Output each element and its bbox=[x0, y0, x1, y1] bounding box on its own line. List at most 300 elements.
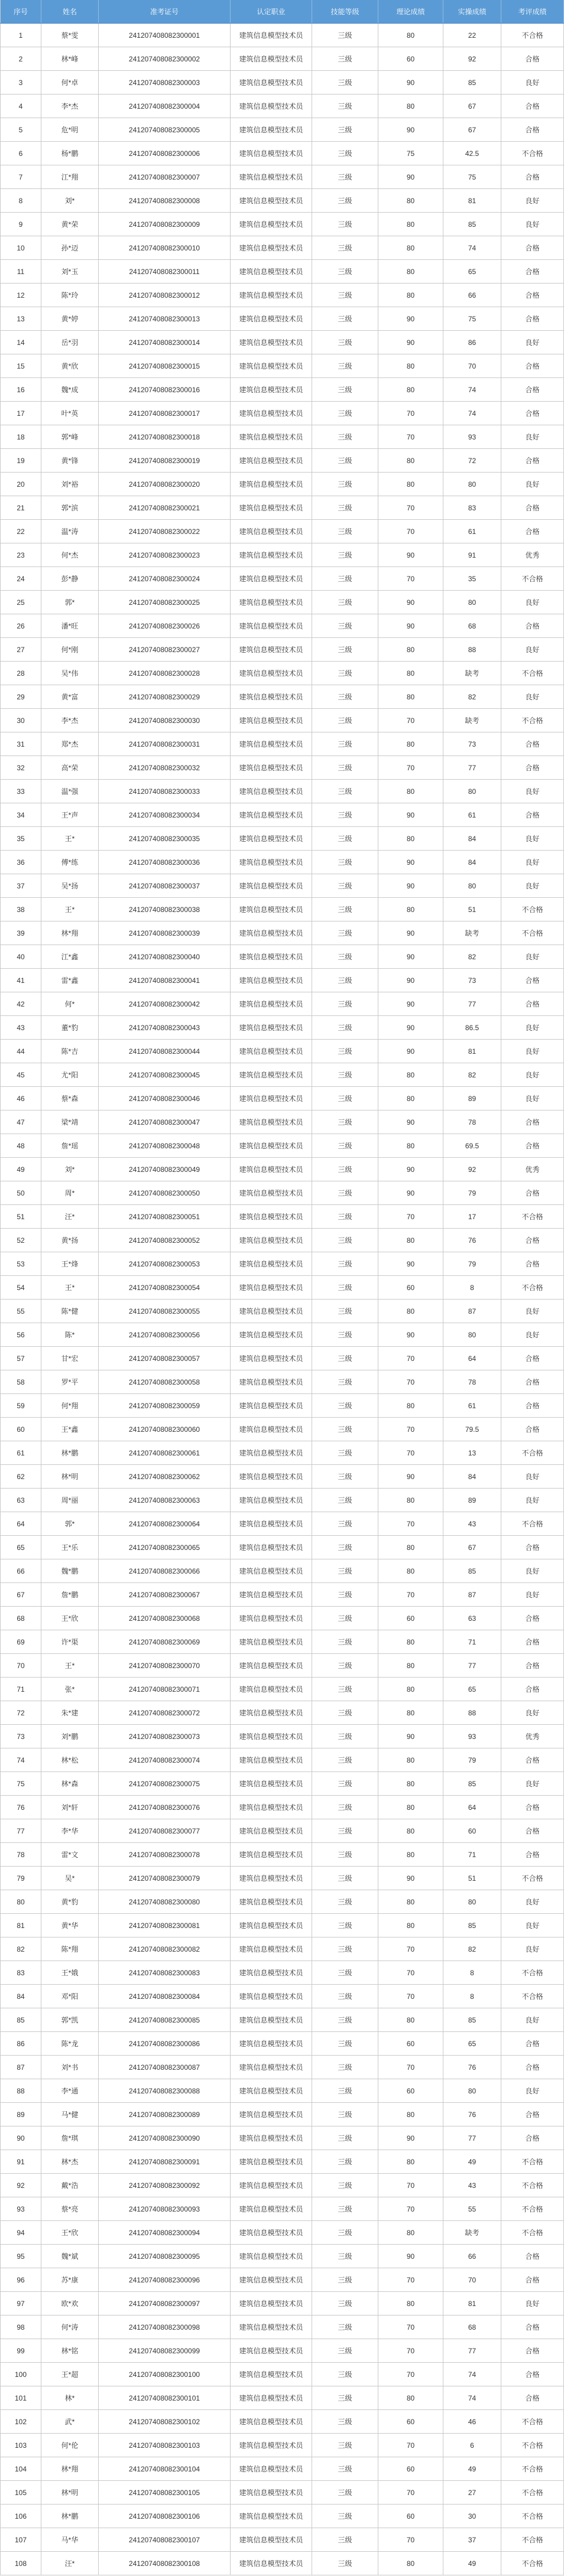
cell-skill-level: 三级 bbox=[312, 1063, 378, 1086]
cell-exam-id: 241207408082300012 bbox=[99, 284, 231, 307]
table-row bbox=[0, 614, 564, 638]
cell-occupation: 建筑信息模型技术员 bbox=[231, 898, 312, 921]
cell-name: 魏*鹏 bbox=[41, 1559, 99, 1582]
cell-skill-level: 三级 bbox=[312, 874, 378, 897]
cell-skill-level: 三级 bbox=[312, 331, 378, 354]
cell-occupation: 建筑信息模型技术员 bbox=[231, 1347, 312, 1370]
cell-practical-score: 49 bbox=[443, 2150, 501, 2173]
cell-theory-score: 70 bbox=[378, 756, 443, 779]
cell-theory-score: 70 bbox=[378, 709, 443, 732]
cell-occupation: 建筑信息模型技术员 bbox=[231, 425, 312, 448]
table-row bbox=[0, 2150, 564, 2174]
cell-practical-score: 65 bbox=[443, 260, 501, 283]
cell-exam-id: 241207408082300089 bbox=[99, 2103, 231, 2126]
cell-theory-score: 90 bbox=[378, 1016, 443, 1039]
cell-index: 36 bbox=[0, 851, 41, 874]
cell-exam-id: 241207408082300070 bbox=[99, 1654, 231, 1677]
cell-exam-id: 241207408082300047 bbox=[99, 1110, 231, 1134]
cell-exam-id: 241207408082300002 bbox=[99, 47, 231, 70]
table-row bbox=[0, 780, 564, 803]
cell-name: 汪* bbox=[41, 1205, 99, 1228]
cell-theory-score: 80 bbox=[378, 284, 443, 307]
cell-exam-id: 241207408082300085 bbox=[99, 2008, 231, 2031]
cell-theory-score: 80 bbox=[378, 2008, 443, 2031]
cell-result: 合格 bbox=[501, 1607, 564, 1630]
cell-result: 良好 bbox=[501, 1300, 564, 1323]
cell-theory-score: 90 bbox=[378, 1158, 443, 1181]
cell-name: 雷*鑫 bbox=[41, 969, 99, 992]
cell-occupation: 建筑信息模型技术员 bbox=[231, 496, 312, 519]
cell-index: 91 bbox=[0, 2150, 41, 2173]
cell-occupation: 建筑信息模型技术员 bbox=[231, 142, 312, 165]
cell-exam-id: 241207408082300009 bbox=[99, 213, 231, 236]
cell-index: 80 bbox=[0, 1890, 41, 1913]
cell-skill-level: 三级 bbox=[312, 1465, 378, 1488]
cell-practical-score: 46 bbox=[443, 2410, 501, 2433]
cell-theory-score: 70 bbox=[378, 2481, 443, 2504]
table-row bbox=[0, 1158, 564, 1181]
cell-name: 黄*欣 bbox=[41, 354, 99, 377]
cell-index: 90 bbox=[0, 2126, 41, 2150]
cell-index: 9 bbox=[0, 213, 41, 236]
cell-result: 合格 bbox=[501, 1347, 564, 1370]
cell-theory-score: 90 bbox=[378, 307, 443, 330]
cell-index: 105 bbox=[0, 2481, 41, 2504]
cell-theory-score: 70 bbox=[378, 2316, 443, 2339]
cell-skill-level: 三级 bbox=[312, 142, 378, 165]
cell-exam-id: 241207408082300063 bbox=[99, 1489, 231, 1512]
cell-occupation: 建筑信息模型技术员 bbox=[231, 47, 312, 70]
cell-result: 合格 bbox=[501, 496, 564, 519]
cell-name: 危*明 bbox=[41, 118, 99, 141]
cell-name: 邓*阳 bbox=[41, 1985, 99, 2008]
cell-practical-score: 84 bbox=[443, 827, 501, 850]
cell-name: 何*伦 bbox=[41, 2434, 99, 2457]
table-header-row bbox=[0, 0, 564, 24]
cell-exam-id: 241207408082300037 bbox=[99, 874, 231, 897]
cell-result: 合格 bbox=[501, 2126, 564, 2150]
cell-exam-id: 241207408082300014 bbox=[99, 331, 231, 354]
cell-index: 27 bbox=[0, 638, 41, 661]
cell-exam-id: 241207408082300053 bbox=[99, 1252, 231, 1275]
cell-occupation: 建筑信息模型技术员 bbox=[231, 1654, 312, 1677]
cell-theory-score: 70 bbox=[378, 2174, 443, 2197]
cell-skill-level: 三级 bbox=[312, 685, 378, 708]
cell-theory-score: 80 bbox=[378, 2103, 443, 2126]
table-row bbox=[0, 2292, 564, 2316]
table-row bbox=[0, 1087, 564, 1110]
table-row bbox=[0, 1583, 564, 1607]
cell-theory-score: 60 bbox=[378, 2032, 443, 2055]
cell-theory-score: 90 bbox=[378, 591, 443, 614]
cell-name: 甘*宏 bbox=[41, 1347, 99, 1370]
cell-theory-score: 90 bbox=[378, 803, 443, 826]
table-row bbox=[0, 543, 564, 567]
table-row bbox=[0, 2528, 564, 2552]
cell-exam-id: 241207408082300024 bbox=[99, 567, 231, 590]
cell-index: 68 bbox=[0, 1607, 41, 1630]
cell-index: 2 bbox=[0, 47, 41, 70]
cell-exam-id: 241207408082300078 bbox=[99, 1843, 231, 1866]
cell-exam-id: 241207408082300041 bbox=[99, 969, 231, 992]
cell-result: 良好 bbox=[501, 425, 564, 448]
cell-occupation: 建筑信息模型技术员 bbox=[231, 1796, 312, 1819]
cell-occupation: 建筑信息模型技术员 bbox=[231, 1205, 312, 1228]
cell-skill-level: 三级 bbox=[312, 1559, 378, 1582]
cell-name: 何*刚 bbox=[41, 638, 99, 661]
cell-theory-score: 80 bbox=[378, 638, 443, 661]
cell-name: 周*丽 bbox=[41, 1489, 99, 1512]
cell-theory-score: 80 bbox=[378, 1134, 443, 1157]
cell-practical-score: 81 bbox=[443, 189, 501, 212]
cell-practical-score: 72 bbox=[443, 449, 501, 472]
cell-result: 不合格 bbox=[501, 2528, 564, 2551]
cell-theory-score: 80 bbox=[378, 1559, 443, 1582]
cell-result: 合格 bbox=[501, 47, 564, 70]
cell-exam-id: 241207408082300061 bbox=[99, 1441, 231, 1464]
table-row bbox=[0, 1772, 564, 1796]
cell-index: 58 bbox=[0, 1370, 41, 1393]
cell-theory-score: 70 bbox=[378, 1205, 443, 1228]
cell-theory-score: 80 bbox=[378, 449, 443, 472]
cell-occupation: 建筑信息模型技术员 bbox=[231, 284, 312, 307]
cell-skill-level: 三级 bbox=[312, 1678, 378, 1701]
cell-practical-score: 74 bbox=[443, 378, 501, 401]
cell-occupation: 建筑信息模型技术员 bbox=[231, 71, 312, 94]
cell-index: 71 bbox=[0, 1678, 41, 1701]
cell-skill-level: 三级 bbox=[312, 1110, 378, 1134]
cell-index: 29 bbox=[0, 685, 41, 708]
header-skill-level: 技能等级 bbox=[312, 0, 378, 23]
cell-theory-score: 90 bbox=[378, 71, 443, 94]
cell-exam-id: 241207408082300036 bbox=[99, 851, 231, 874]
table-row bbox=[0, 662, 564, 685]
cell-result: 合格 bbox=[501, 236, 564, 259]
cell-index: 64 bbox=[0, 1512, 41, 1535]
table-row bbox=[0, 638, 564, 662]
cell-name: 詹*瑶 bbox=[41, 1134, 99, 1157]
cell-exam-id: 241207408082300028 bbox=[99, 662, 231, 685]
cell-index: 25 bbox=[0, 591, 41, 614]
table-row bbox=[0, 2316, 564, 2339]
cell-theory-score: 90 bbox=[378, 1323, 443, 1346]
cell-practical-score: 85 bbox=[443, 71, 501, 94]
cell-occupation: 建筑信息模型技术员 bbox=[231, 402, 312, 425]
table-row bbox=[0, 1819, 564, 1843]
cell-occupation: 建筑信息模型技术员 bbox=[231, 2386, 312, 2409]
table-row bbox=[0, 1418, 564, 1441]
table-row bbox=[0, 2457, 564, 2481]
cell-exam-id: 241207408082300001 bbox=[99, 24, 231, 47]
cell-index: 34 bbox=[0, 803, 41, 826]
table-row bbox=[0, 2126, 564, 2150]
cell-name: 林*明 bbox=[41, 1465, 99, 1488]
cell-index: 65 bbox=[0, 1536, 41, 1559]
cell-index: 43 bbox=[0, 1016, 41, 1039]
cell-result: 良好 bbox=[501, 874, 564, 897]
cell-occupation: 建筑信息模型技术员 bbox=[231, 756, 312, 779]
cell-practical-score: 22 bbox=[443, 24, 501, 47]
table-row bbox=[0, 118, 564, 142]
cell-name: 何*杰 bbox=[41, 543, 99, 566]
cell-theory-score: 60 bbox=[378, 1276, 443, 1299]
cell-exam-id: 241207408082300104 bbox=[99, 2457, 231, 2480]
cell-occupation: 建筑信息模型技术员 bbox=[231, 520, 312, 543]
cell-name: 黄*扬 bbox=[41, 1229, 99, 1252]
cell-practical-score: 67 bbox=[443, 95, 501, 118]
cell-index: 41 bbox=[0, 969, 41, 992]
cell-theory-score: 70 bbox=[378, 1418, 443, 1441]
cell-exam-id: 241207408082300023 bbox=[99, 543, 231, 566]
cell-practical-score: 70 bbox=[443, 354, 501, 377]
cell-skill-level: 三级 bbox=[312, 236, 378, 259]
cell-result: 良好 bbox=[501, 1772, 564, 1795]
cell-practical-score: 71 bbox=[443, 1630, 501, 1653]
cell-theory-score: 80 bbox=[378, 662, 443, 685]
table-row bbox=[0, 2103, 564, 2126]
table-row bbox=[0, 47, 564, 71]
cell-practical-score: 92 bbox=[443, 1158, 501, 1181]
table-row bbox=[0, 1867, 564, 1890]
cell-occupation: 建筑信息模型技术员 bbox=[231, 1607, 312, 1630]
cell-index: 37 bbox=[0, 874, 41, 897]
cell-skill-level: 三级 bbox=[312, 1512, 378, 1535]
cell-index: 49 bbox=[0, 1158, 41, 1181]
table-row bbox=[0, 827, 564, 851]
cell-exam-id: 241207408082300030 bbox=[99, 709, 231, 732]
cell-exam-id: 241207408082300045 bbox=[99, 1063, 231, 1086]
cell-result: 良好 bbox=[501, 851, 564, 874]
cell-practical-score: 8 bbox=[443, 1985, 501, 2008]
cell-practical-score: 80 bbox=[443, 591, 501, 614]
cell-exam-id: 241207408082300095 bbox=[99, 2245, 231, 2268]
cell-practical-score: 86 bbox=[443, 331, 501, 354]
cell-occupation: 建筑信息模型技术员 bbox=[231, 2552, 312, 2575]
cell-exam-id: 241207408082300098 bbox=[99, 2316, 231, 2339]
cell-result: 优秀 bbox=[501, 543, 564, 566]
cell-practical-score: 80 bbox=[443, 473, 501, 496]
cell-index: 47 bbox=[0, 1110, 41, 1134]
cell-theory-score: 70 bbox=[378, 1370, 443, 1393]
cell-exam-id: 241207408082300056 bbox=[99, 1323, 231, 1346]
cell-skill-level: 三级 bbox=[312, 2174, 378, 2197]
cell-occupation: 建筑信息模型技术员 bbox=[231, 1985, 312, 2008]
cell-occupation: 建筑信息模型技术员 bbox=[231, 1559, 312, 1582]
cell-skill-level: 三级 bbox=[312, 2079, 378, 2102]
cell-name: 陈*玲 bbox=[41, 284, 99, 307]
cell-exam-id: 241207408082300103 bbox=[99, 2434, 231, 2457]
cell-theory-score: 60 bbox=[378, 2505, 443, 2528]
cell-occupation: 建筑信息模型技术员 bbox=[231, 2292, 312, 2315]
cell-index: 108 bbox=[0, 2552, 41, 2575]
cell-occupation: 建筑信息模型技术员 bbox=[231, 118, 312, 141]
cell-exam-id: 241207408082300094 bbox=[99, 2221, 231, 2244]
cell-name: 林*翔 bbox=[41, 921, 99, 945]
cell-practical-score: 84 bbox=[443, 1465, 501, 1488]
cell-name: 何*卓 bbox=[41, 71, 99, 94]
cell-theory-score: 60 bbox=[378, 47, 443, 70]
cell-skill-level: 三级 bbox=[312, 2197, 378, 2220]
cell-name: 林*鹏 bbox=[41, 1441, 99, 1464]
cell-exam-id: 241207408082300033 bbox=[99, 780, 231, 803]
cell-skill-level: 三级 bbox=[312, 260, 378, 283]
cell-occupation: 建筑信息模型技术员 bbox=[231, 2056, 312, 2079]
cell-result: 合格 bbox=[501, 1252, 564, 1275]
cell-theory-score: 90 bbox=[378, 1040, 443, 1063]
cell-name: 黄*豹 bbox=[41, 1890, 99, 1913]
cell-theory-score: 90 bbox=[378, 2126, 443, 2150]
cell-result: 不合格 bbox=[501, 1512, 564, 1535]
cell-result: 不合格 bbox=[501, 1961, 564, 1984]
cell-name: 林*明 bbox=[41, 2481, 99, 2504]
cell-exam-id: 241207408082300074 bbox=[99, 1748, 231, 1771]
cell-exam-id: 241207408082300035 bbox=[99, 827, 231, 850]
cell-practical-score: 81 bbox=[443, 1040, 501, 1063]
cell-theory-score: 90 bbox=[378, 1867, 443, 1890]
cell-exam-id: 241207408082300039 bbox=[99, 921, 231, 945]
cell-index: 61 bbox=[0, 1441, 41, 1464]
cell-result: 合格 bbox=[501, 1229, 564, 1252]
cell-result: 良好 bbox=[501, 1040, 564, 1063]
cell-exam-id: 241207408082300062 bbox=[99, 1465, 231, 1488]
cell-theory-score: 80 bbox=[378, 1678, 443, 1701]
cell-skill-level: 三级 bbox=[312, 1536, 378, 1559]
cell-name: 王*鑫 bbox=[41, 1418, 99, 1441]
cell-theory-score: 90 bbox=[378, 165, 443, 188]
cell-result: 合格 bbox=[501, 803, 564, 826]
table-row bbox=[0, 898, 564, 921]
cell-name: 温*涛 bbox=[41, 520, 99, 543]
cell-result: 良好 bbox=[501, 331, 564, 354]
cell-theory-score: 80 bbox=[378, 1772, 443, 1795]
table-row bbox=[0, 2245, 564, 2268]
cell-occupation: 建筑信息模型技术员 bbox=[231, 803, 312, 826]
cell-name: 林*铭 bbox=[41, 2339, 99, 2362]
cell-exam-id: 241207408082300017 bbox=[99, 402, 231, 425]
cell-theory-score: 75 bbox=[378, 142, 443, 165]
cell-result: 合格 bbox=[501, 614, 564, 637]
cell-skill-level: 三级 bbox=[312, 284, 378, 307]
cell-theory-score: 80 bbox=[378, 378, 443, 401]
cell-practical-score: 84 bbox=[443, 851, 501, 874]
cell-index: 76 bbox=[0, 1796, 41, 1819]
cell-practical-score: 85 bbox=[443, 2008, 501, 2031]
cell-practical-score: 51 bbox=[443, 898, 501, 921]
cell-theory-score: 80 bbox=[378, 2552, 443, 2575]
cell-index: 38 bbox=[0, 898, 41, 921]
cell-theory-score: 80 bbox=[378, 685, 443, 708]
cell-name: 刘* bbox=[41, 1158, 99, 1181]
cell-skill-level: 三级 bbox=[312, 1323, 378, 1346]
cell-skill-level: 三级 bbox=[312, 95, 378, 118]
cell-occupation: 建筑信息模型技术员 bbox=[231, 945, 312, 968]
cell-theory-score: 80 bbox=[378, 95, 443, 118]
cell-theory-score: 80 bbox=[378, 827, 443, 850]
table-row bbox=[0, 2268, 564, 2292]
cell-name: 董*豹 bbox=[41, 1016, 99, 1039]
cell-result: 良好 bbox=[501, 2079, 564, 2102]
cell-theory-score: 80 bbox=[378, 1914, 443, 1937]
cell-result: 合格 bbox=[501, 260, 564, 283]
cell-index: 69 bbox=[0, 1630, 41, 1653]
cell-occupation: 建筑信息模型技术员 bbox=[231, 260, 312, 283]
cell-exam-id: 241207408082300048 bbox=[99, 1134, 231, 1157]
table-row bbox=[0, 449, 564, 473]
cell-exam-id: 241207408082300090 bbox=[99, 2126, 231, 2150]
cell-result: 优秀 bbox=[501, 1725, 564, 1748]
cell-skill-level: 三级 bbox=[312, 1914, 378, 1937]
cell-name: 吴* bbox=[41, 1867, 99, 1890]
cell-skill-level: 三级 bbox=[312, 520, 378, 543]
cell-index: 85 bbox=[0, 2008, 41, 2031]
cell-practical-score: 64 bbox=[443, 1796, 501, 1819]
cell-index: 22 bbox=[0, 520, 41, 543]
cell-name: 吴*扬 bbox=[41, 874, 99, 897]
cell-occupation: 建筑信息模型技术员 bbox=[231, 1819, 312, 1842]
cell-practical-score: 13 bbox=[443, 1441, 501, 1464]
cell-theory-score: 80 bbox=[378, 189, 443, 212]
cell-occupation: 建筑信息模型技术员 bbox=[231, 307, 312, 330]
table-row bbox=[0, 1914, 564, 1937]
cell-index: 84 bbox=[0, 1985, 41, 2008]
cell-result: 合格 bbox=[501, 2032, 564, 2055]
table-row bbox=[0, 1890, 564, 1914]
table-row bbox=[0, 189, 564, 213]
cell-result: 不合格 bbox=[501, 2552, 564, 2575]
cell-result: 良好 bbox=[501, 473, 564, 496]
cell-practical-score: 43 bbox=[443, 2174, 501, 2197]
table-row bbox=[0, 307, 564, 331]
cell-theory-score: 70 bbox=[378, 2528, 443, 2551]
table-row bbox=[0, 2079, 564, 2103]
cell-index: 62 bbox=[0, 1465, 41, 1488]
table-row bbox=[0, 1040, 564, 1063]
cell-name: 马*健 bbox=[41, 2103, 99, 2126]
cell-theory-score: 70 bbox=[378, 2268, 443, 2291]
cell-theory-score: 80 bbox=[378, 1229, 443, 1252]
cell-name: 郑*杰 bbox=[41, 732, 99, 755]
cell-skill-level: 三级 bbox=[312, 1819, 378, 1842]
cell-occupation: 建筑信息模型技术员 bbox=[231, 2316, 312, 2339]
cell-exam-id: 241207408082300029 bbox=[99, 685, 231, 708]
table-row bbox=[0, 1937, 564, 1961]
cell-theory-score: 90 bbox=[378, 992, 443, 1015]
cell-occupation: 建筑信息模型技术员 bbox=[231, 1678, 312, 1701]
cell-skill-level: 三级 bbox=[312, 2481, 378, 2504]
cell-name: 潘*旺 bbox=[41, 614, 99, 637]
cell-skill-level: 三级 bbox=[312, 1229, 378, 1252]
cell-practical-score: 6 bbox=[443, 2434, 501, 2457]
cell-practical-score: 80 bbox=[443, 780, 501, 803]
cell-name: 苏*康 bbox=[41, 2268, 99, 2291]
cell-exam-id: 241207408082300010 bbox=[99, 236, 231, 259]
cell-practical-score: 70 bbox=[443, 2268, 501, 2291]
cell-index: 15 bbox=[0, 354, 41, 377]
cell-theory-score: 80 bbox=[378, 898, 443, 921]
cell-theory-score: 80 bbox=[378, 780, 443, 803]
cell-result: 合格 bbox=[501, 1678, 564, 1701]
cell-occupation: 建筑信息模型技术员 bbox=[231, 2363, 312, 2386]
cell-name: 江*翔 bbox=[41, 165, 99, 188]
cell-practical-score: 83 bbox=[443, 496, 501, 519]
cell-name: 郭*凯 bbox=[41, 2008, 99, 2031]
cell-index: 63 bbox=[0, 1489, 41, 1512]
cell-index: 100 bbox=[0, 2363, 41, 2386]
cell-occupation: 建筑信息模型技术员 bbox=[231, 1134, 312, 1157]
cell-result: 不合格 bbox=[501, 567, 564, 590]
table-row bbox=[0, 1489, 564, 1512]
cell-name: 蔡*森 bbox=[41, 1087, 99, 1110]
